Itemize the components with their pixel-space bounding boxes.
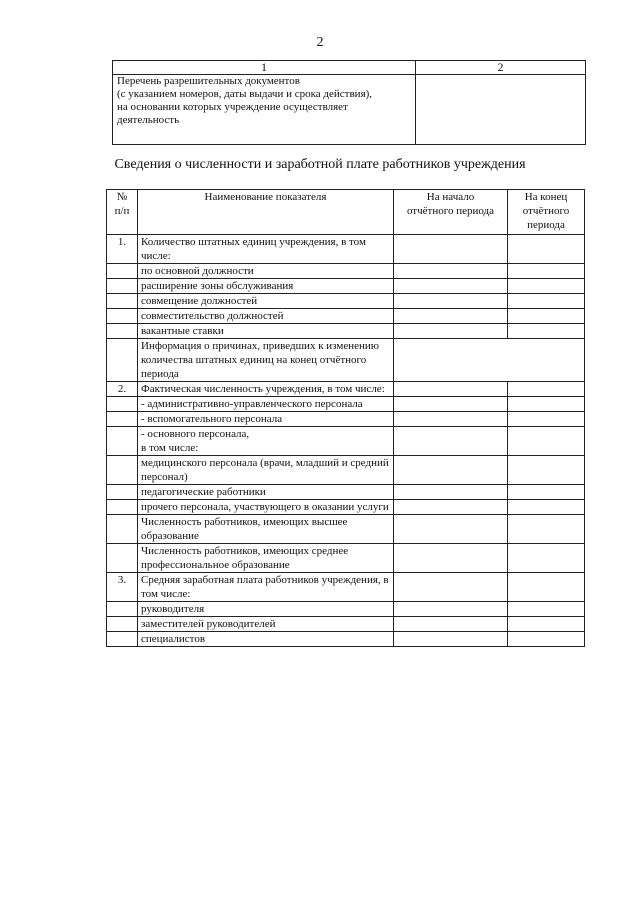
row-label: Фактическая численность учреждения, в том числе: [138, 382, 394, 397]
row-number [107, 515, 138, 544]
row-value-end[interactable] [508, 279, 585, 294]
table-row [107, 412, 585, 427]
table-row [107, 485, 585, 500]
section-title: Сведения о численности и заработной плате работников учреждения [114, 157, 526, 172]
row-value-start[interactable] [394, 427, 508, 456]
row-number [107, 602, 138, 617]
row-value-end[interactable] [508, 485, 585, 500]
row-value-start[interactable] [394, 500, 508, 515]
row-label: педагогические работники [138, 485, 394, 500]
table-row [107, 456, 585, 485]
table-row [107, 544, 585, 573]
row-number [107, 339, 138, 382]
row-value-end[interactable] [508, 309, 585, 324]
row-number [107, 617, 138, 632]
row-number: 3. [107, 573, 138, 602]
row-label: по основной должности [138, 264, 394, 279]
table-row [107, 339, 585, 382]
row-label: специалистов [138, 632, 394, 647]
row-label: Информация о причинах, приведших к изменению количества штатных единиц на конец отчётного периода [138, 339, 394, 382]
header-number: № п/п [107, 190, 138, 235]
table-row [107, 515, 585, 544]
row-label: прочего персонала, участвующего в оказании услуги [138, 500, 394, 515]
row-number [107, 456, 138, 485]
row-number [107, 264, 138, 279]
row-value-end[interactable] [508, 515, 585, 544]
row-number [107, 500, 138, 515]
row-number [107, 485, 138, 500]
row-label: совместительство должностей [138, 309, 394, 324]
row-value-end[interactable] [508, 382, 585, 397]
table-row [107, 264, 585, 279]
row-value-end[interactable] [508, 573, 585, 602]
row-label: Количество штатных единиц учреждения, в том числе: [138, 235, 394, 264]
row-value-end[interactable] [508, 617, 585, 632]
row-value-start[interactable] [394, 382, 508, 397]
row-number [107, 397, 138, 412]
staff-table-body [107, 235, 585, 647]
row-number [107, 632, 138, 647]
row-label: медицинского персонала (врачи, младший и средний персонал) [138, 456, 394, 485]
row-value-end[interactable] [508, 602, 585, 617]
row-value-start[interactable] [394, 544, 508, 573]
row-value-end[interactable] [508, 294, 585, 309]
row-value-start[interactable] [394, 573, 508, 602]
row-value-start[interactable] [394, 235, 508, 264]
row-value-end[interactable] [508, 544, 585, 573]
row-value-start[interactable] [394, 485, 508, 500]
row-label: Средняя заработная плата работников учреждения, в том числе: [138, 573, 394, 602]
row-label: Численность работников, имеющих среднее профессиональное образование [138, 544, 394, 573]
row-value-start[interactable] [394, 264, 508, 279]
row-number [107, 324, 138, 339]
row-value-end[interactable] [508, 324, 585, 339]
row-label: - административно-управленческого персонала [138, 397, 394, 412]
row-value-end[interactable] [508, 456, 585, 485]
row-value-end[interactable] [508, 264, 585, 279]
row-label: Численность работников, имеющих высшее образование [138, 515, 394, 544]
table-row [107, 382, 585, 397]
table-row [107, 309, 585, 324]
table-row [107, 632, 585, 647]
row-value-end[interactable] [508, 235, 585, 264]
permits-label: Перечень разрешительных документов (с указанием номеров, даты выдачи и срока действия), на основании которых учреждение осуществляет деятельность [113, 75, 416, 145]
table-row [107, 500, 585, 515]
row-label: - основного персонала, в том числе: [138, 427, 394, 456]
row-value-merged[interactable] [394, 339, 585, 382]
row-number: 2. [107, 382, 138, 397]
table-row [107, 397, 585, 412]
permits-value-cell[interactable] [416, 75, 586, 145]
header-indicator-name: Наименование показателя [138, 190, 394, 235]
row-value-start[interactable] [394, 294, 508, 309]
table-row [107, 235, 585, 264]
row-value-start[interactable] [394, 632, 508, 647]
row-number [107, 544, 138, 573]
table-row [107, 617, 585, 632]
table-row [107, 427, 585, 456]
header-period-start: На начало отчётного периода [394, 190, 508, 235]
row-number [107, 279, 138, 294]
row-value-start[interactable] [394, 279, 508, 294]
permits-table [112, 60, 586, 145]
row-value-start[interactable] [394, 324, 508, 339]
row-value-end[interactable] [508, 632, 585, 647]
row-label: вакантные ставки [138, 324, 394, 339]
row-number [107, 427, 138, 456]
table-row [107, 324, 585, 339]
row-number [107, 309, 138, 324]
row-value-start[interactable] [394, 397, 508, 412]
row-label: руководителя [138, 602, 394, 617]
row-label: заместителей руководителей [138, 617, 394, 632]
row-label: - вспомогательного персонала [138, 412, 394, 427]
column-header-1: 1 [113, 61, 416, 75]
row-value-start[interactable] [394, 456, 508, 485]
table-row [107, 573, 585, 602]
row-number: 1. [107, 235, 138, 264]
row-value-end[interactable] [508, 427, 585, 456]
table-row [107, 279, 585, 294]
table-row [107, 294, 585, 309]
row-value-end[interactable] [508, 412, 585, 427]
column-header-2: 2 [416, 61, 586, 75]
staff-table [106, 189, 585, 647]
row-value-start[interactable] [394, 602, 508, 617]
row-value-start[interactable] [394, 412, 508, 427]
header-period-end: На конец отчётного периода [508, 190, 585, 235]
row-value-end[interactable] [508, 500, 585, 515]
page-number: 2 [316, 35, 324, 50]
row-label: расширение зоны обслуживания [138, 279, 394, 294]
row-label: совмещение должностей [138, 294, 394, 309]
row-value-start[interactable] [394, 515, 508, 544]
table-row [107, 602, 585, 617]
row-number [107, 294, 138, 309]
row-value-end[interactable] [508, 397, 585, 412]
row-number [107, 412, 138, 427]
row-value-start[interactable] [394, 309, 508, 324]
row-value-start[interactable] [394, 617, 508, 632]
